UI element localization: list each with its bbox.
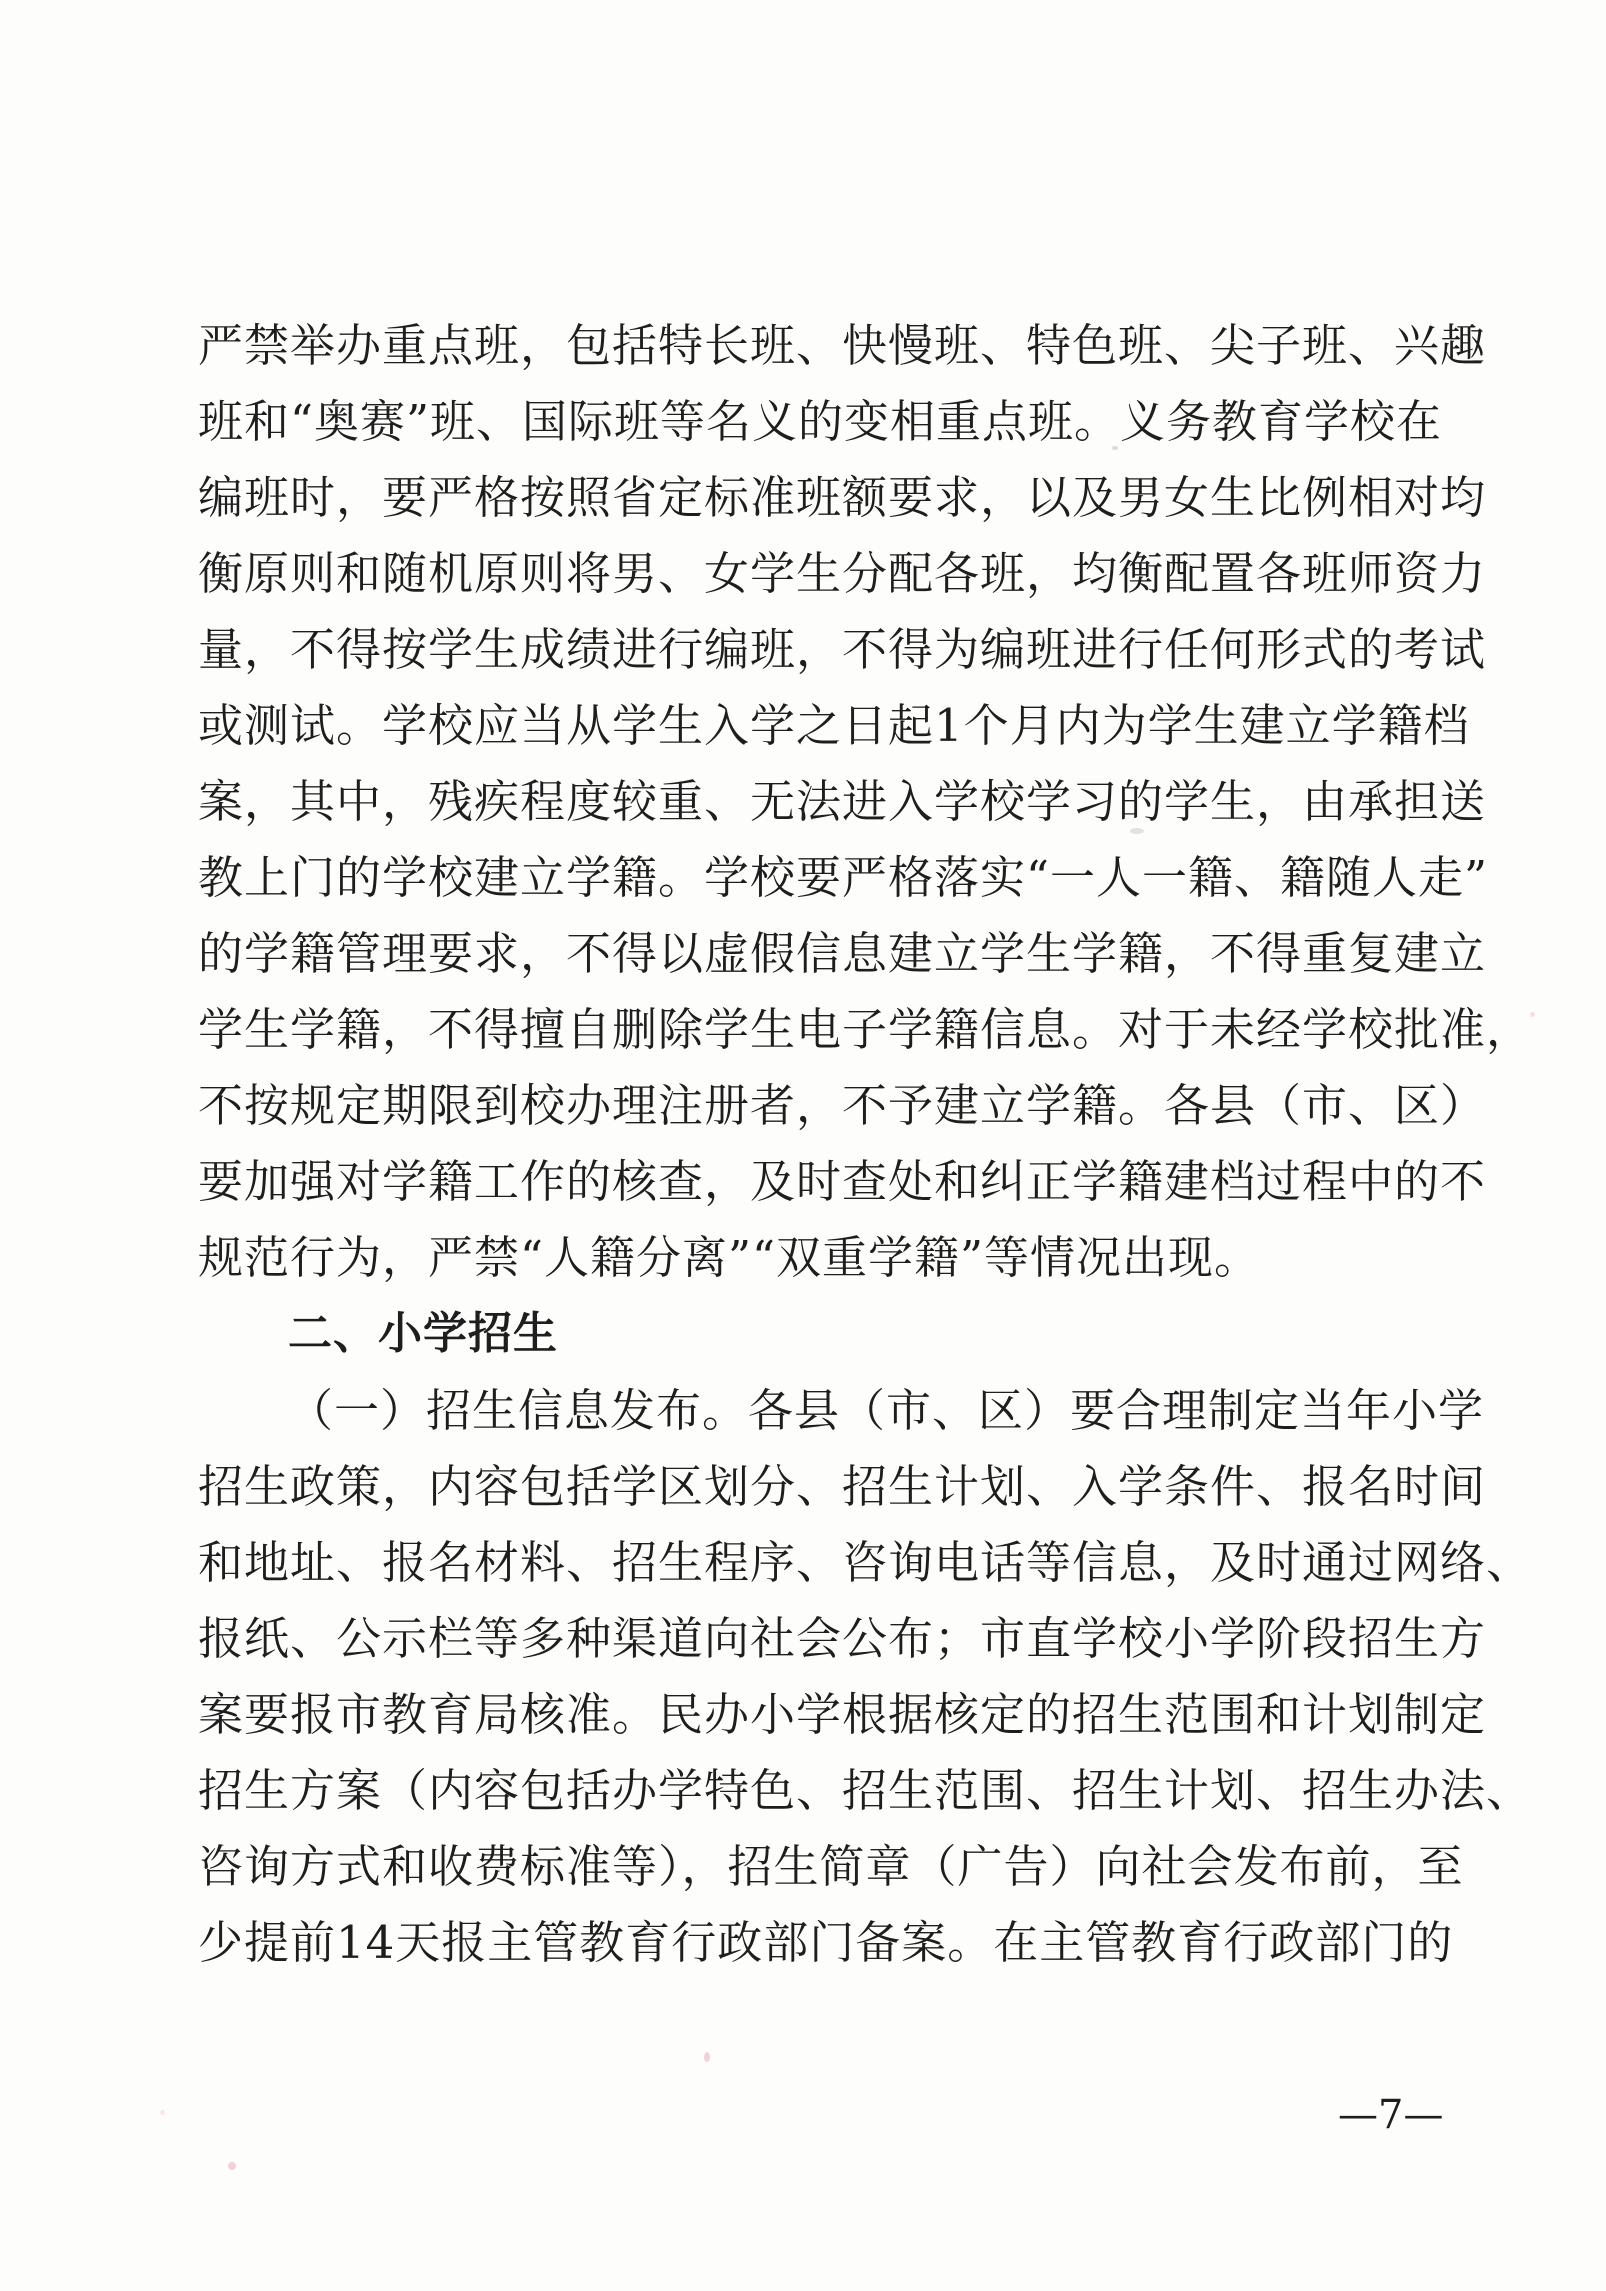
body-text-line: 编班时，要严格按照省定标准班额要求，以及男女生比例相对均	[198, 471, 1487, 524]
body-text-line: 要加强对学籍工作的核查，及时查处和纠正学籍建档过程中的不	[198, 1155, 1487, 1208]
body-text-line: 学生学籍，不得擅自删除学生电子学籍信息。对于未经学校批准，	[198, 1003, 1533, 1056]
body-text-line: 招生方案（内容包括办学特色、招生范围、招生计划、招生办法、	[198, 1764, 1533, 1817]
body-text-line: 和地址、报名材料、招生程序、咨询电话等信息，及时通过网络、	[198, 1536, 1533, 1589]
body-text-line: 少提前14天报主管教育行政部门备案。在主管教育行政部门的	[198, 1916, 1454, 1969]
body-text-line: 招生政策，内容包括学区划分、招生计划、入学条件、报名时间	[198, 1460, 1487, 1513]
body-text-line: 不按规定期限到校办理注册者，不予建立学籍。各县（市、区）	[198, 1079, 1487, 1132]
body-text-line: （一）招生信息发布。各县（市、区）要合理制定当年小学	[288, 1384, 1485, 1437]
page-number: —7—	[1338, 2092, 1444, 2138]
body-text-line: 的学籍管理要求，不得以虚假信息建立学生学籍，不得重复建立	[198, 927, 1487, 980]
body-text-line: 咨询方式和收费标准等），招生简章（广告）向社会发布前，至	[198, 1840, 1464, 1893]
body-text-line: 案，其中，残疾程度较重、无法进入学校学习的学生，由承担送	[198, 775, 1487, 828]
body-text-line: 量，不得按学生成绩进行编班，不得为编班进行任何形式的考试	[198, 623, 1487, 676]
scan-speck	[228, 2162, 236, 2170]
scan-speck	[160, 2110, 165, 2115]
scan-speck	[704, 2052, 710, 2062]
body-text-line: 案要报市教育局核准。民办小学根据核定的招生范围和计划制定	[198, 1688, 1487, 1741]
body-text-line: 规范行为，严禁“人籍分离”“双重学籍”等情况出现。	[198, 1231, 1261, 1284]
body-text-line: 教上门的学校建立学籍。学校要严格落实“一人一籍、籍随人走”	[198, 851, 1489, 904]
section-heading: 二、小学招生	[288, 1308, 558, 1359]
body-text-line: 衡原则和随机原则将男、女学生分配各班，均衡配置各班师资力	[198, 547, 1487, 600]
body-text-line: 严禁举办重点班，包括特长班、快慢班、特色班、尖子班、兴趣	[198, 319, 1487, 372]
body-text-line: 或测试。学校应当从学生入学之日起1个月内为学生建立学籍档	[198, 699, 1470, 752]
body-text-line: 班和“奥赛”班、国际班等名义的变相重点班。义务教育学校在	[198, 395, 1443, 448]
body-text-line: 报纸、公示栏等多种渠道向社会公布；市直学校小学阶段招生方	[198, 1612, 1487, 1665]
